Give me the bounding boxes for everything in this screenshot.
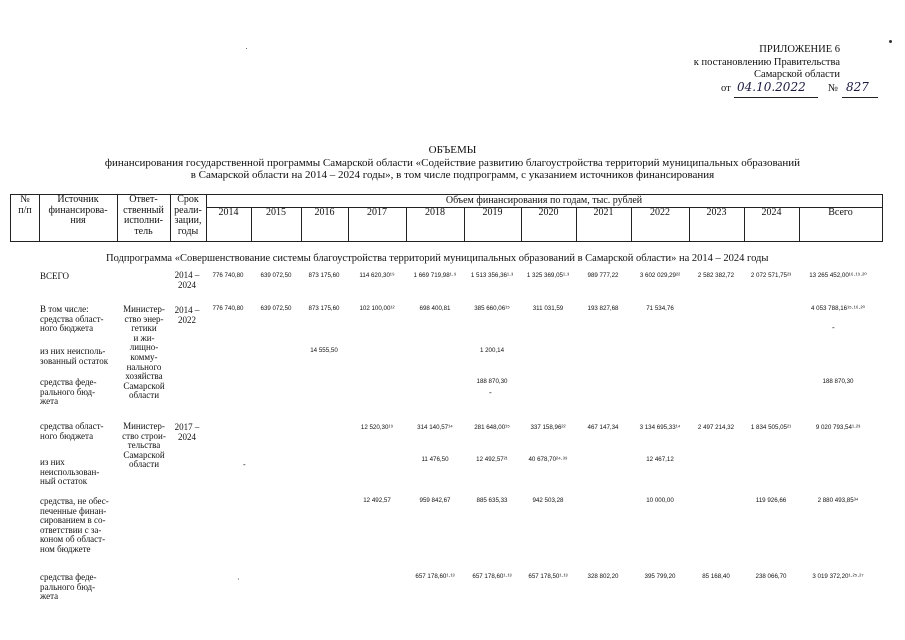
- cell-2022: 12 467,12: [646, 456, 674, 463]
- row-regional-budget-period: 2014 – 2022: [174, 305, 200, 325]
- cell-2019: 885 635,33: [476, 497, 508, 504]
- row-unused-remainder-2-label: из них неиспользован- ный остаток: [40, 457, 100, 487]
- row-dash-mark: ·: [237, 575, 240, 584]
- cell-2022: 10 000,00: [646, 497, 674, 504]
- header-source: Источник финансирова- ния: [48, 194, 108, 226]
- cell-total: 188 870,30: [822, 378, 854, 385]
- cell-2014: 776 740,80: [212, 305, 244, 312]
- cell-2017: 114 620,30¹⁹: [359, 272, 395, 279]
- row-regional-budget-2-period: 2017 – 2024: [174, 422, 200, 442]
- row-dash-mark: -: [243, 460, 246, 469]
- cell-2016: 14 555,50: [310, 347, 338, 354]
- cell-2022: 71 534,76: [646, 305, 674, 312]
- cell-2018: 657 178,60¹·¹³: [415, 573, 455, 580]
- document-title: ОБЪЕМЫ: [428, 144, 477, 156]
- subprogram-title: Подпрограмма «Совершенствование системы благоустройства территорий муниципальных образований в Самарской области» на 2014 – 2024 годы: [106, 253, 769, 264]
- cell-2018: 1 669 719,98¹·⁹: [413, 272, 457, 279]
- appendix-region-line: Самарской области: [754, 69, 840, 80]
- header-year-2021: 2021: [593, 207, 614, 218]
- cell-2024: 119 926,66: [755, 497, 787, 504]
- cell-2020: 1 325 369,05¹·³: [526, 272, 570, 279]
- cell-2017: 12 520,30¹⁹: [360, 424, 394, 431]
- cell-2022: 395 799,20: [644, 573, 676, 580]
- cell-2019: 1 200,14: [479, 347, 505, 354]
- cell-2017: 12 492,57: [363, 497, 391, 504]
- cell-2020: 40 678,70²⁴·³⁹: [528, 456, 568, 463]
- header-year-2018: 2018: [425, 207, 445, 218]
- cell-2021: 328 802,20: [587, 573, 619, 580]
- row-total-period: 2014 – 2024: [174, 270, 200, 290]
- number-underline: [842, 97, 878, 98]
- appendix-from-label: от: [721, 83, 731, 94]
- cell-2023: 85 168,40: [702, 573, 730, 580]
- cell-2022: 3 134 695,33¹⁴: [639, 424, 681, 431]
- cell-2018: 11 476,50: [421, 456, 449, 463]
- cell-2018: 698 400,81: [419, 305, 451, 312]
- row-federal-budget-label: средства феде- рального бюд- жета: [40, 377, 97, 407]
- cell-2019: 281 648,00¹⁵: [474, 424, 510, 431]
- cell-2019: 12 492,57²¹: [476, 456, 508, 463]
- financing-table-header: [10, 194, 883, 242]
- cell-2014: 776 740,80: [212, 272, 244, 279]
- row-unfunded-label: средства, не обес- печенные финан- сированием в со- ответствии с за- коном об област- ном бюджете: [40, 496, 109, 554]
- cell-2015: 639 072,50: [260, 305, 292, 312]
- decree-number-handwritten: 827: [846, 80, 869, 94]
- cell-2022: 3 602 029,29²²: [639, 272, 681, 279]
- row-federal-budget-2-label: средства феде- рального бюд- жета: [40, 572, 97, 602]
- appendix-number-label: №: [828, 83, 839, 94]
- cell-total: 13 265 452,00¹⁶·¹⁹·²⁰: [809, 272, 867, 279]
- cell-2019: 657 178,60¹·¹³: [472, 573, 512, 580]
- federal-dash-mark: -: [489, 388, 492, 397]
- cell-total: 2 880 493,85³⁴: [817, 497, 859, 504]
- header-year-2022: 2022: [650, 207, 670, 218]
- header-executor: Ответ- ственный исполни- тель: [123, 194, 164, 237]
- cell-2023: 2 582 382,72: [697, 272, 735, 279]
- cell-2024: 2 072 571,75²³: [750, 272, 792, 279]
- cell-2016: 873 175,60: [308, 272, 340, 279]
- cell-2021: 989 777,22: [587, 272, 619, 279]
- date-underline: [734, 97, 818, 98]
- cell-2019: 385 660,06¹⁵: [474, 305, 510, 312]
- cell-total: 4 053 788,16¹⁵·¹⁶·²⁰: [810, 305, 866, 312]
- header-year-2020: 2020: [538, 207, 559, 218]
- cell-2015: 639 072,50: [260, 272, 292, 279]
- cell-total: 9 020 793,54¹·²³: [815, 424, 861, 431]
- cell-2024: 238 066,70: [755, 573, 787, 580]
- cell-2023: 2 497 214,32: [697, 424, 735, 431]
- cell-2020: 942 503,28: [532, 497, 564, 504]
- cell-2018: 314 140,57¹⁴: [417, 424, 453, 431]
- document-title-block: [0, 144, 905, 182]
- header-total: Всего: [828, 207, 853, 218]
- cell-2020: 337 158,96²²: [530, 424, 566, 431]
- cell-2021: 467 147,34: [587, 424, 619, 431]
- cell-2020: 311 031,59: [532, 305, 564, 312]
- cell-2017: 102 100,00¹²: [359, 305, 395, 312]
- row-unused-remainder-label: из них неисполь- зованный остаток: [40, 346, 109, 366]
- cell-2018: 959 842,67: [419, 497, 451, 504]
- appendix-title: ПРИЛОЖЕНИЕ 6: [759, 44, 840, 55]
- executor-construction-ministry: Министер- ство строи- тельства Самарской области: [122, 421, 166, 470]
- header-year-2014: 2014: [218, 207, 239, 218]
- header-year-2016: 2016: [314, 207, 335, 218]
- cell-2024: 1 834 505,05²¹: [750, 424, 792, 431]
- cell-total: 3 019 372,20¹·²⁵·²⁷: [812, 573, 864, 580]
- appendix-decree-line: к постановлению Правительства: [693, 56, 840, 68]
- header-volume: Объем финансирования по годам, тыс. рублей: [445, 195, 643, 206]
- executor-energy-ministry: Министер- ство энер- гетики и жи- лищно- комму- нального хозяйства Самарской области: [123, 304, 165, 401]
- cell-2021: 193 827,68: [587, 305, 619, 312]
- scan-speck: [246, 48, 247, 49]
- document-title-line3: в Самарской области на 2014 – 2024 годы», в том числе подпрограмм, с указанием источников финансирования: [190, 169, 715, 181]
- header-num: № п/п: [18, 194, 32, 216]
- row-regional-budget-2-label: средства област- ного бюджета: [40, 421, 104, 441]
- document-title-line2: финансирования государственной программы Самарской области «Содействие развитию благоустройства территорий муниципальных образований: [104, 156, 801, 169]
- row-total-label: ВСЕГО: [40, 271, 69, 281]
- cell-2019: 1 513 356,36¹·³: [470, 272, 514, 279]
- header-year-2024: 2024: [761, 207, 782, 218]
- scan-speck: [889, 40, 892, 43]
- header-year-2017: 2017: [367, 207, 387, 218]
- appendix-block: [694, 44, 840, 82]
- cell-2020: 657 178,50¹·¹³: [528, 573, 568, 580]
- header-year-2015: 2015: [266, 207, 286, 218]
- cell-2019: 188 870,30: [476, 378, 508, 385]
- row-regional-budget-label: В том числе: средства област- ного бюджета: [40, 304, 104, 334]
- header-year-2023: 2023: [706, 207, 727, 218]
- header-term: Срок реали- зации, годы: [174, 194, 202, 237]
- total-dash-mark: -: [832, 323, 835, 332]
- cell-2016: 873 175,60: [308, 305, 340, 312]
- decree-date-handwritten: 04.10.2022: [737, 80, 806, 94]
- header-year-2019: 2019: [482, 207, 503, 218]
